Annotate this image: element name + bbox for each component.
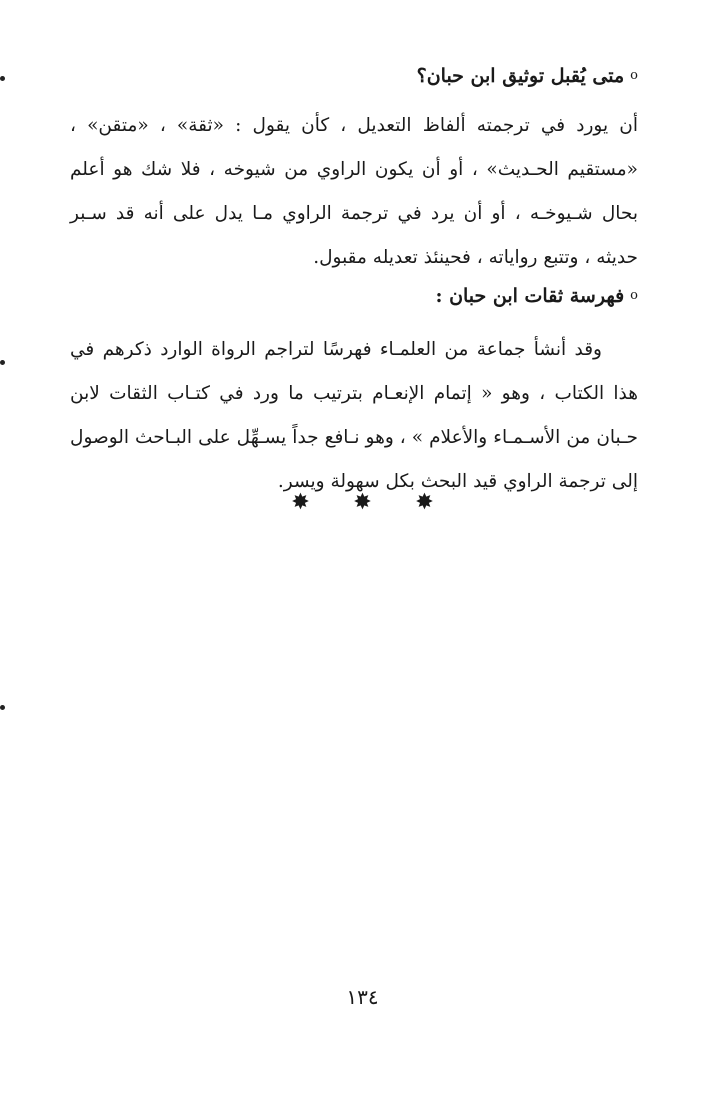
paragraph-fahrasa: وقد أنشأ جماعة من العلمـاء فهرسًا لتراجم الرواة الوارد ذكرهم في هذا الكتاب ، وهو « إتمام الإنعـام بترتيب ما ورد في كتـاب الثقات لابن حـبان من الأسـمـاء والأعلام » ، وهو نـافع جداً يسـهِّل على البـاحث الوصول إلى ترجمة الراوي قيد البحث بكل سهولة ويسر. xyxy=(70,339,638,492)
main-content xyxy=(70,62,638,504)
star-icon: ✸ xyxy=(353,490,372,515)
heading-bullet-icon: o xyxy=(630,68,638,83)
heading-text: فهرسة ثقات ابن حبان : xyxy=(435,285,625,307)
margin-dot-lower xyxy=(0,705,5,710)
section-heading-fahrasa xyxy=(70,282,638,310)
star-icon: ✸ xyxy=(415,490,434,515)
page-number: ١٣٤ xyxy=(346,985,379,1009)
paragraph-tawthiq: أن يورد في ترجمته ألفاظ التعديل ، كأن يقول : «ثقة» ، «متقن» ، «مستقيم الحـديث» ، أو أن يكون الراوي من شيوخه ، فلا شك هو أعلم بحال شـيوخـه ، أو أن يرد في ترجمة الراوي مـا يدل على أنه قد سـبر حديثه ، وتتبع رواياته ، فحينئذ تعديله مقبول. xyxy=(70,115,638,268)
margin-dot-top xyxy=(0,76,5,81)
margin-dot-middle xyxy=(0,360,5,365)
heading-bullet-icon: o xyxy=(630,288,638,303)
star-icon: ✸ xyxy=(291,490,310,515)
section-divider xyxy=(0,490,725,515)
heading-text: متى يُقبل توثيق ابن حبان؟ xyxy=(416,65,625,87)
section-heading-tawthiq xyxy=(70,62,638,90)
